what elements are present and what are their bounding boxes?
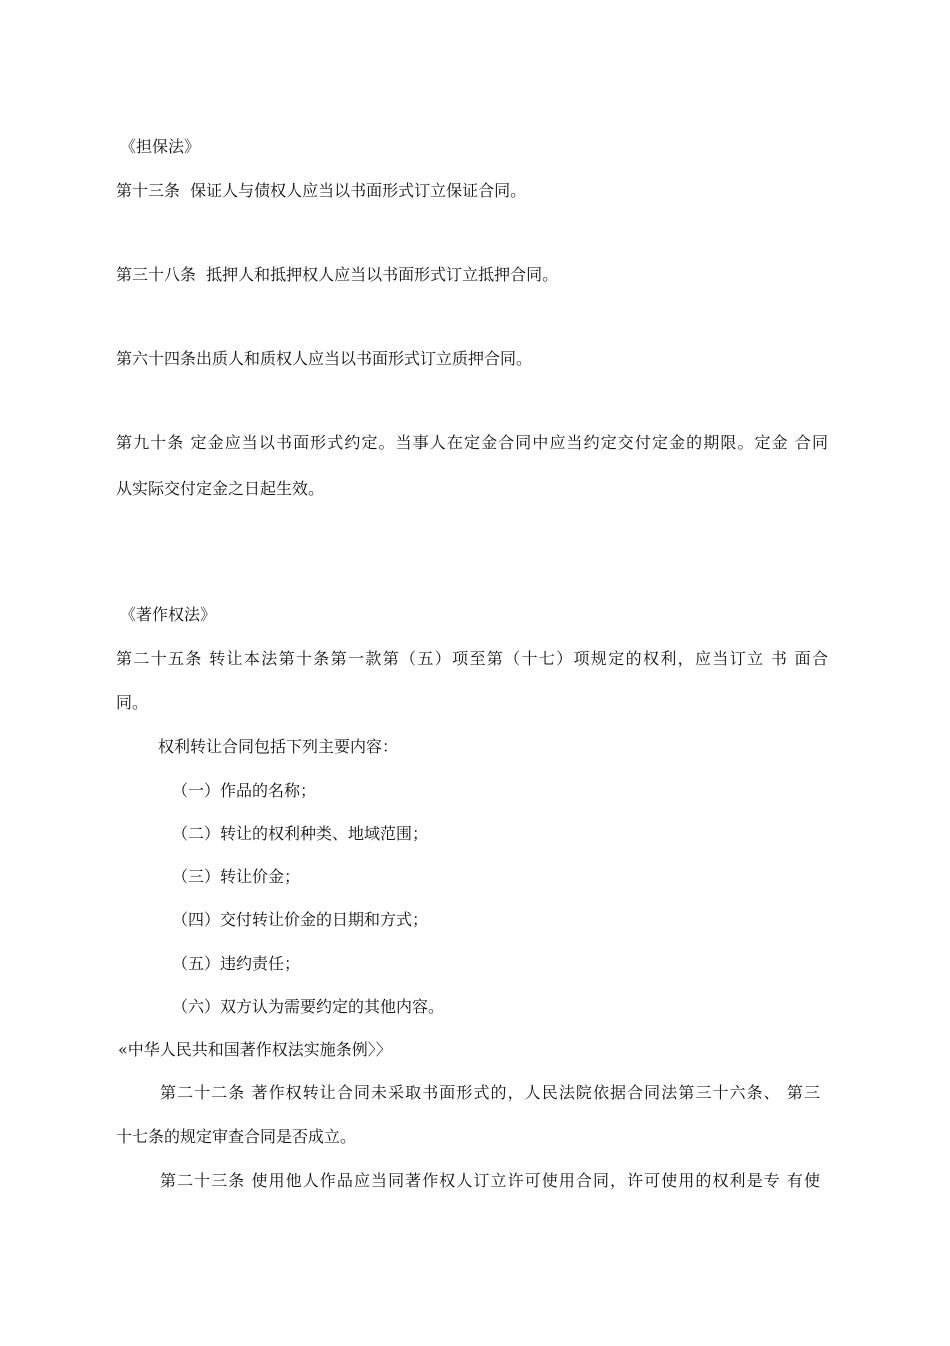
section-heading-guarantee-law: 《担保法》 [120, 137, 201, 156]
article-13: 第十三条 保证人与债权人应当以书面形式订立保证合同。 [116, 181, 527, 200]
list-item: （六）双方认为需要约定的其他内容。 [172, 997, 445, 1016]
section-heading-implementation-regulations: «中华人民共和国著作权法实施条例〉〉 [118, 1040, 392, 1059]
article-38: 第三十八条 抵押人和抵押权人应当以书面形式订立抵押合同。 [116, 265, 559, 284]
list-item: （四）交付转让价金的日期和方式； [172, 910, 429, 929]
list-item: （一）作品的名称； [172, 781, 317, 800]
article-90-line1: 第九十条 定金应当以书面形式约定。当事人在定金合同中应当约定交付定金的期限。定金 合同 [116, 433, 828, 452]
list-item: （五）违约责任； [172, 954, 301, 973]
article-25-intro: 权利转让合同包括下列主要内容： [158, 737, 399, 756]
article-25-line1: 第二十五条 转让本法第十条第一款第（五）项至第（十七）项规定的权利，应当订立 书 面合 [116, 649, 828, 668]
article-90-line2: 从实际交付定金之日起生效。 [116, 479, 325, 498]
section-heading-copyright-law: 《著作权法》 [120, 605, 217, 624]
article-22-line1: 第二十二条 著作权转让合同未采取书面形式的，人民法院依据合同法第三十六条、 第三 [160, 1083, 820, 1102]
article-64: 第六十四条出质人和质权人应当以书面形式订立质押合同。 [116, 349, 533, 368]
article-25-line2: 同。 [116, 693, 149, 712]
list-item: （三）转让价金； [172, 867, 301, 886]
list-item: （二）转让的权利种类、地域范围； [172, 824, 429, 843]
article-22-line2: 十七条的规定审查合同是否成立。 [116, 1127, 357, 1146]
article-23-line1: 第二十三条 使用他人作品应当同著作权人订立许可使用合同，许可使用的权利是专 有使 [160, 1171, 820, 1190]
